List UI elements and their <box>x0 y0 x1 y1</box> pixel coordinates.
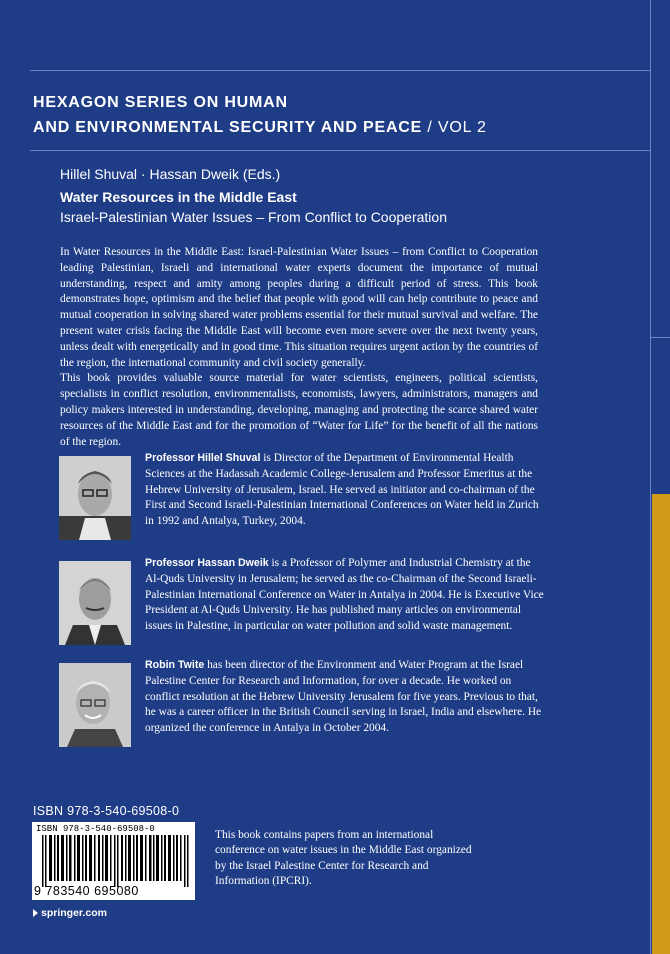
series-line-1: HEXAGON SERIES ON HUMAN <box>33 94 288 111</box>
series-title <box>33 90 487 140</box>
bio-name: Professor Hillel Shuval <box>145 452 261 464</box>
description-paragraph-2: This book provides valuable source material for water scientists, engineers, political scientists, specialists in conflict resolution, environmentalists, economists, lawyers, administrators, managers and policy makers interested in understanding, developing, managing and protecting the scarce shared water resources of the Middle East and for the promotion of “Water for Life” for the benefit of all the nations of the region. <box>60 372 538 448</box>
right-edge-tick <box>650 337 670 338</box>
spine-accent-strip <box>652 494 670 954</box>
arrow-icon <box>33 909 38 917</box>
bio-text: is a Professor of Polymer and Industrial Chemistry at the Al-Quds University in Jerusalem; he served as the co-Chairman of the Second Israeli-Palestinian International Conference on Water in Antalya in 2004. He is Executive Vice President at Al-Quds University. He has published many articles on environmental issues in Palestine, in particular on water pollution and solid waste management. <box>145 557 544 633</box>
book-description <box>60 245 538 450</box>
series-volume: / VOL 2 <box>427 119 487 136</box>
barcode <box>32 822 195 900</box>
bio-text: has been director of the Environment and Water Program at the Israel Palestine Center for Research and Information, for over a decade. He worked on conflict resolution at the Hebrew University Jerusalem for five years. Previous to that, he was a career officer in the British Council serving in Israel, India and elsewhere. He organized the conference in Antalya in October 2004. <box>145 659 542 735</box>
bio-name: Professor Hassan Dweik <box>145 557 269 569</box>
series-line-2: AND ENVIRONMENTAL SECURITY AND PEACE <box>33 119 423 136</box>
author-photo-shuval <box>59 456 131 540</box>
right-edge-rule <box>650 0 651 954</box>
bio-shuval <box>145 451 545 530</box>
publisher-url: springer.com <box>41 907 107 919</box>
description-paragraph-1: In Water Resources in the Middle East: Israel-Palestinian Water Issues – from Conflict to Cooperation leading Palestinian, Israeli and international water experts document the importance of mutual understanding, respect and amity among peoples during a difficult period of stress. This book demonstrates hope, optimism and the belief that people with good will can help contribute to peace and mutual cooperation in solving shared water problems essential for their mutual survival and welfare. The present water crisis facing the Middle East will become even more severe over the next twenty years, unless dealt with energetically and in good time. This situation requires urgent action by the countries of the region, the international community and civil society generally. <box>60 246 538 369</box>
bio-twite <box>145 658 545 737</box>
book-title: Water Resources in the Middle East <box>60 189 297 205</box>
book-subtitle: Israel-Palestinian Water Issues – From Conflict to Cooperation <box>60 209 447 225</box>
conference-note: This book contains papers from an international conference on water issues in the Middle East organized by the Israel Palestine Center for Research and Information (IPCRI). <box>215 829 472 887</box>
book-editors: Hillel Shuval · Hassan Dweik (Eds.) <box>60 166 281 182</box>
publisher-link[interactable] <box>33 907 107 919</box>
bio-name: Robin Twite <box>145 659 205 671</box>
author-photo-twite <box>59 663 131 747</box>
isbn-label: ISBN 978-3-540-69508-0 <box>33 804 180 818</box>
barcode-isbn-text: ISBN 978-3-540-69508-0 <box>36 824 155 834</box>
top-divider <box>30 70 650 71</box>
series-divider <box>30 150 650 151</box>
bio-text: is Director of the Department of Environmental Health Sciences at the Hadassah Academic College-Jerusalem and Professor Emeritus at the Hebrew University of Jerusalem, Israel. He served as initiator and co-chairman of the First and Second Israeli-Palestinian International Conferences on Water held in Zurich in 1992 and Antalya, Turkey, 2004. <box>145 452 539 528</box>
barcode-bars <box>42 835 190 887</box>
author-photo-dweik <box>59 561 131 645</box>
barcode-digits: 9 783540 695080 <box>34 884 139 898</box>
bio-dweik <box>145 556 545 635</box>
